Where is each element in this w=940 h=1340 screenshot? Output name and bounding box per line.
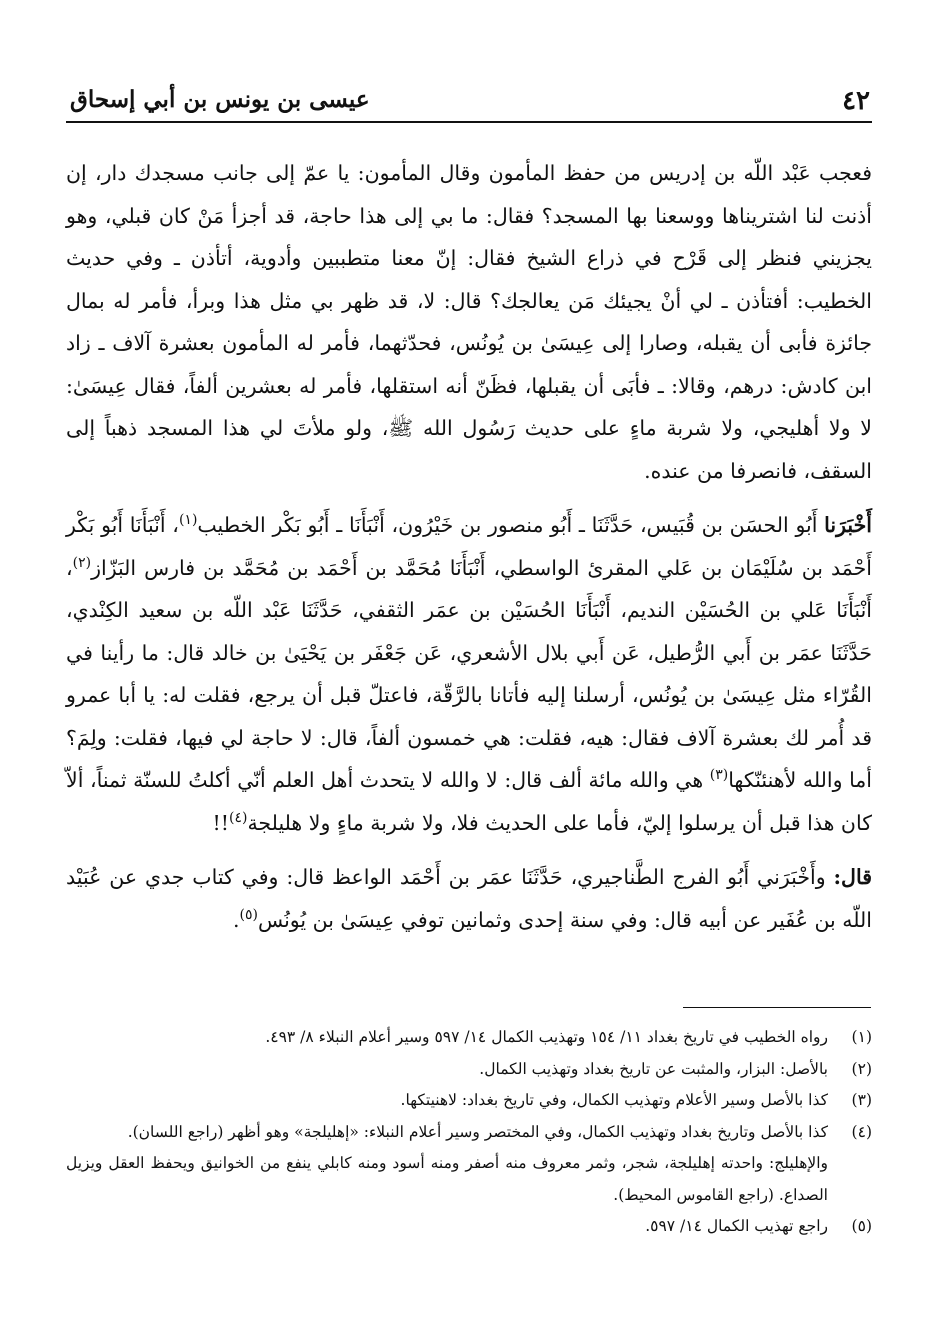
paragraph-text: وأَخْبَرَني أَبُو الفرج الطَّناجيري، حَدَّثَنَا عمَر بن أَحْمَد الواعظ قال: وفي كتاب جدي عن عُبَيْد اللّه بن عُفَير عن أبيه قال: وفي سنة إحدى وثمانين توفي عِيسَىٰ بن يُونُس bbox=[66, 865, 872, 932]
paragraph-3 bbox=[66, 856, 872, 941]
footnote-number: (٥) bbox=[851, 1217, 872, 1235]
paragraph-text: . bbox=[232, 907, 240, 932]
footnote-text: رواه الخطيب في تاريخ بغداد ١١/ ١٥٤ وتهذيب الكمال ١٤/ ٥٩٧ وسير أعلام النبلاء ٨/ ٤٩٣. bbox=[265, 1028, 828, 1046]
paragraph-text: !! bbox=[212, 810, 229, 835]
paragraph-lead: قال: bbox=[833, 865, 872, 889]
footnote-5 bbox=[66, 1211, 872, 1243]
paragraph-1: فعجب عَبْد اللّه بن إدريس من حفظ المأمون وقال المأمون: يا عمّ إلى جانب مسجدك دار، إن أذنت لنا اشتريناها ووسعنا بها المسجد؟ فقال: ما بي إلى هذا حاجة، قد أجزأ مَنْ كان قبلي، وهو يجزيني فنظر إلى قَرْح في ذراع الشيخ فقال: إنّ معنا متطببين وأدوية، أتأذن ـ وفي حديث الخطيب: أفتأذن ـ لي أنْ يجيئك مَن يعالجك؟ قال: لا، قد ظهر بي مثل هذا وبرأ، فأمر له بمال جائزة فأبى أن يقبله، وصارا إلى عِيسَىٰ بن يُونُس، فحدّثهما، فأمر له المأمون بعشرة آلاف ـ زاد ابن كادش: درهم، وقالا: ـ فأبَى أن يقبلها، فظَنّ أنه استقلها، فأمر له بعشرين ألفاً، فقال عِيسَىٰ: لا ولا أهليجي، ولا شربة ماءٍ على حديث رَسُول الله ﷺ، ولو ملأتَ لي هذا المسجد ذهباً إلى السقف، فانصرفا من عنده. bbox=[66, 161, 872, 483]
footnote-3 bbox=[66, 1085, 872, 1117]
main-text bbox=[66, 152, 872, 941]
footnote-4 bbox=[66, 1117, 872, 1149]
running-title: عيسى بن يونس بن أبي إسحاق bbox=[70, 86, 370, 113]
footnote-text: راجع تهذيب الكمال ١٤/ ٥٩٧. bbox=[645, 1217, 828, 1235]
footnote-ref-3[interactable]: (٣) bbox=[709, 767, 729, 784]
footnote-number: (٤) bbox=[851, 1122, 872, 1141]
footnote-text: كذا بالأصل وسير الأعلام وتهذيب الكمال، وفي تاريخ بغداد: لاهنيتكها. bbox=[400, 1091, 828, 1109]
footnote-ref-4[interactable]: (٤) bbox=[228, 809, 248, 826]
page-number: ٤٢ bbox=[842, 86, 870, 116]
paragraph-text: أَبُو الحسَن بن قُبَيس، حَدَّثَنَا ـ أَبُو منصور بن خَيْرُون، أَنْبَأَنَا ـ أَبُو بَكْر الخطيب bbox=[197, 513, 825, 537]
paragraph-text: ، أَنْبَأَنَا أَبُو بَكْر أَحْمَد بن سُلَيْمَان بن عَلي المقرئ الواسطي، أَنْبَأَنَا مُحَمَّد بن أَحْمَد بن مُحَمَّد بن فارس البَزّاز bbox=[66, 513, 872, 580]
footnote-ref-1[interactable]: (١) bbox=[178, 512, 198, 529]
page-header bbox=[66, 80, 872, 120]
footnote-separator bbox=[683, 1007, 871, 1008]
footnote-number: (١) bbox=[851, 1028, 872, 1046]
footnote-1 bbox=[66, 1022, 872, 1054]
header-rule bbox=[66, 121, 872, 123]
paragraph-text: هي والله مائة ألف قال: لا والله لا يتحدث أهل العلم أنّي أكلتُ للسنّة ثمناً، ألاّ كان هذا قبل أن يرسلوا إليّ، فأما على الحديث فلا، ولا شربة ماءٍ ولا هليلجة bbox=[66, 768, 872, 835]
footnote-ref-5[interactable]: (٥) bbox=[239, 906, 258, 923]
footnote-4-continuation: والإهليلج: واحدته إهليلجة، شجر، وثمر معروف منه أصفر ومنه أسود ومنه كابلي ينفع من الخوانيق ويحفظ العقل ويزيل الصداع. (راجع القاموس المحيط). bbox=[66, 1154, 828, 1204]
paragraph-2 bbox=[66, 504, 872, 844]
footnote-number: (٢) bbox=[851, 1059, 872, 1078]
footnote-text: بالأصل: البزار، والمثبت عن تاريخ بغداد وتهذيب الكمال. bbox=[479, 1059, 828, 1078]
footnote-2 bbox=[66, 1054, 872, 1086]
footnote-number: (٣) bbox=[851, 1091, 872, 1109]
footnotes bbox=[66, 1022, 872, 1243]
paragraph-lead: أَخْبَرَنا bbox=[824, 513, 872, 537]
footnote-text: كذا بالأصل وتاريخ بغداد وتهذيب الكمال، وفي المختصر وسير أعلام النبلاء: «إهليلجة» وهو أظهر (راجع اللسان). bbox=[127, 1122, 828, 1141]
paragraph-text: ، أَنْبَأَنَا عَلي بن الحُسَيْن النديم، أَنْبَأَنَا الحُسَيْن بن عمَر الثقفي، حَدَّثَنَا عَبْد اللّه بن سعيد الكِنْدي، حَدَّثَنَا عمَر بن أَبي الرُّطيل، عَن أَبي بلال الأشعري، عَن جَعْفَر بن يَحْيَىٰ بن خالد قال: ما رأينا في القُرّاء مثل عِيسَىٰ بن يُونُس، أرسلنا إليه فأتانا بالرَّقّة، فاعتلّ قبل أن يرجع، فقلت له: يا أبا عمرو قد أُمر لك بعشرة آلاف فقال: هيه، فقلت: هي خمسون ألفاً، قال: لا حاجة لي فيها، فقلت: ولِمَ؟ أما والله لأهنئنّكها bbox=[66, 555, 872, 792]
footnote-ref-2[interactable]: (٢) bbox=[72, 554, 92, 571]
